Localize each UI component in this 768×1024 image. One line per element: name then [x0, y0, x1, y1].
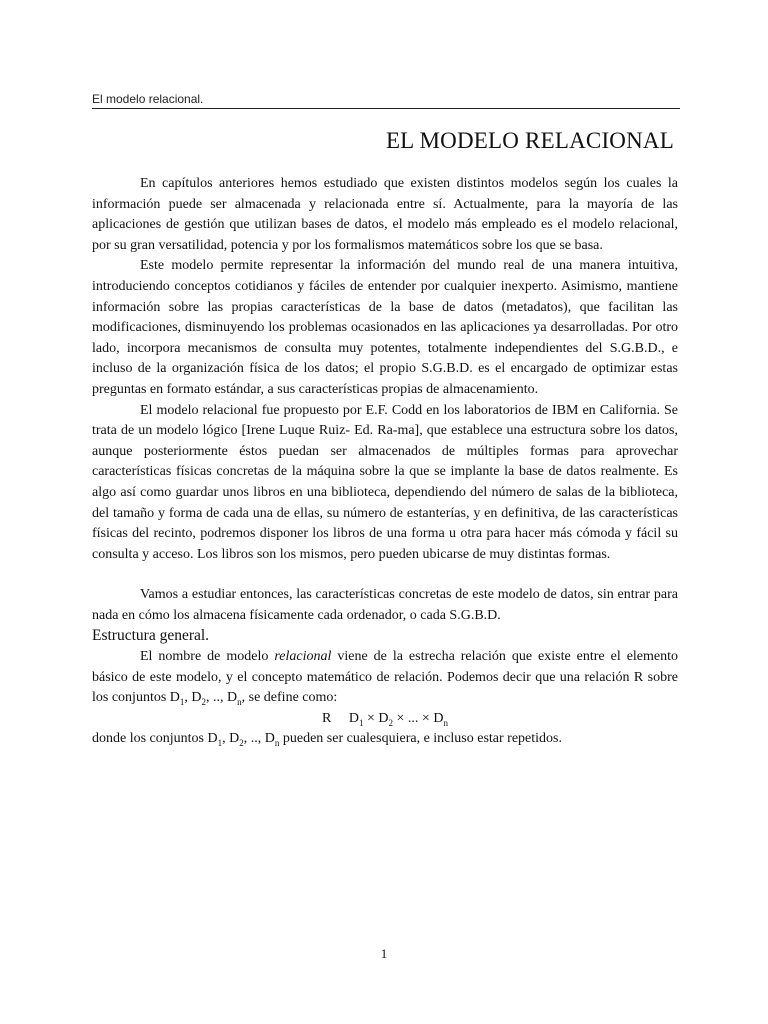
chapter-title: EL MODELO RELACIONAL [385, 128, 674, 153]
paragraph-4: Vamos a estudiar entonces, las características concretas de este modelo de datos, sin entrar para nada en cómo los almacena físicamente cada ordenador, o cada S.G.B.D. [92, 587, 678, 623]
subscript: n [443, 717, 448, 728]
formula-d: D [378, 710, 389, 726]
paragraph-3: El modelo relacional fue propuesto por E.F. Codd en los laboratorios de IBM en California. Se trata de un modelo lógico [Irene Luque Ruiz- Ed. Ra-ma], que establece una estructura sobre los datos, aunque posteriormente éstos puedan ser almacenados de múltiples formas para aprovechar características físicas concretas de la máquina sobre la que se implante la base de datos realmente. Es algo así como guardar unos libros en una biblioteca, dependiendo del número de salas de la biblioteca, del tamaño y forma de cada una de ellas, su número de estanterías, y en definitiva, de las características físicas del recinto, podremos disponer los libros de una forma u otra para hacer más cómoda y fácil su consulta y acceso. Los libros son los mismos, pero pueden ubicarse de muy distintas formas. [92, 402, 678, 562]
header-rule [92, 108, 680, 109]
text-run: , D [222, 731, 240, 747]
section-paragraph-2 [92, 729, 678, 750]
relation-formula [92, 709, 678, 730]
subscript: 2 [388, 717, 394, 728]
text-run: , .., D [243, 731, 275, 747]
paragraph-2: Este modelo permite representar la información del mundo real de una manera intuitiva, introduciendo conceptos cotidianos y fáciles de entender por cualquier inexperto. Asimismo, mantiene información sobre las propias características de la base de datos (metadatos), que facilitan las modificaciones, disminuyendo los problemas ocasionados en las aplicaciones ya desarrolladas. Por otro lado, incorpora mecanismos de consulta muy potentes, totalmente independientes del S.G.B.D., e incluso de la organización física de los datos; el propio S.G.B.D. es el encargado de optimizar estas preguntas en formato estándar, a sus características propias de almacenamiento. [92, 258, 678, 397]
text-run: El nombre de modelo [140, 649, 275, 665]
subscript: n [237, 697, 242, 708]
formula-r: R [322, 710, 332, 726]
text-run: donde los conjuntos D [92, 731, 218, 747]
text-run: , .., D [206, 690, 238, 706]
paragraph-1: En capítulos anteriores hemos estudiado que existen distintos modelos según los cuales la información puede ser almacenada y relacionada entre sí. Actualmente, para la mayoría de las aplicaciones de gestión que utilizan bases de datos, el modelo más empleado es el modelo relacional, por su gran versatilidad, potencia y por los formalismos matemáticos sobre los que se basa. [92, 176, 678, 253]
document-body [92, 174, 678, 750]
formula-d: D [348, 710, 359, 726]
subscript: n [274, 738, 280, 749]
text-run: , D [184, 690, 202, 706]
subscript: 1 [359, 717, 364, 728]
text-run: viene de la estrecha relación que existe entre el elemento básico de este modelo, y el concepto matemático de relación. Podemos decir que una relación R sobre los conjuntos D [92, 649, 678, 706]
running-header: El modelo relacional. [92, 92, 204, 106]
paragraph-gap [92, 565, 678, 585]
subscript: 1 [217, 738, 223, 749]
formula-times: × [363, 710, 379, 726]
text-run: pueden ser cualesquiera, e incluso estar repetidos. [279, 731, 562, 747]
section-heading: Estructura general. [92, 627, 210, 645]
italic-term: relacional [274, 649, 332, 665]
subscript: 2 [201, 697, 207, 708]
subscript: 2 [239, 738, 244, 749]
formula-dots: × ... × [393, 710, 434, 726]
page-number: 1 [380, 946, 388, 961]
text-run: , se define como: [241, 690, 338, 706]
section-paragraph-1 [92, 647, 678, 709]
subscript: 1 [179, 697, 185, 708]
formula-d: D [433, 710, 444, 726]
